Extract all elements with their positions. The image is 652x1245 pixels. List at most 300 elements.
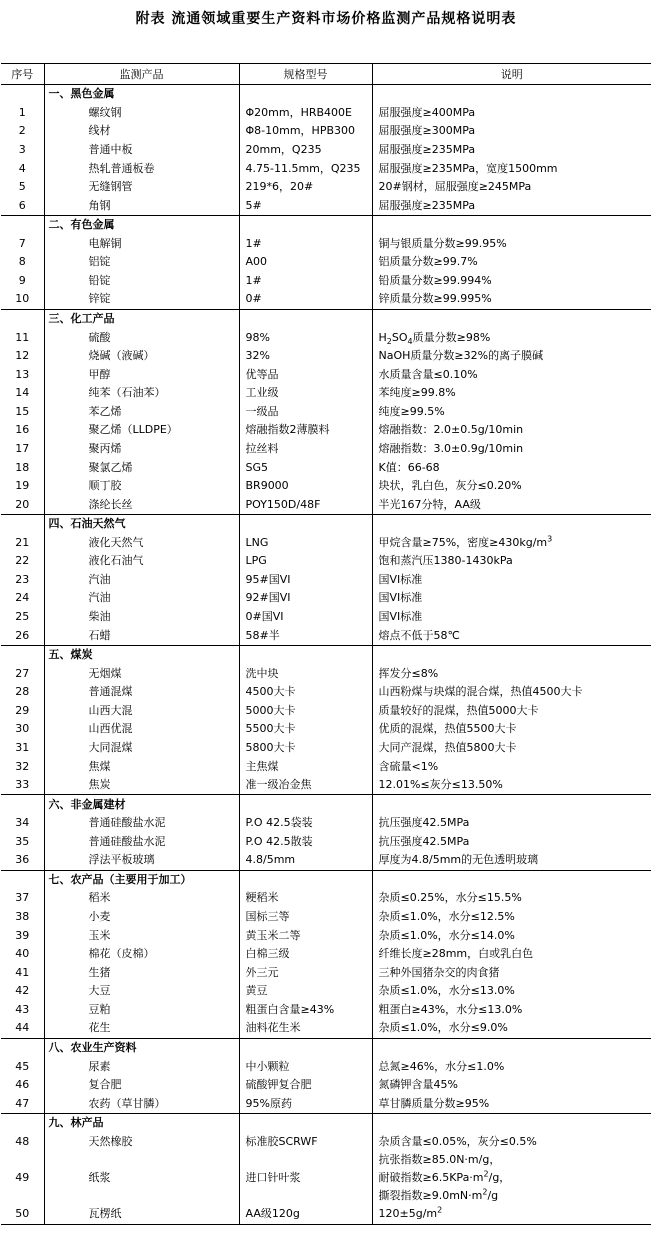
table-row — [1, 776, 651, 795]
product-note: K值：66-68 — [372, 458, 651, 477]
row-number: 20 — [15, 497, 30, 511]
product-note: 屈服强度≥235MPa，宽度1500mm — [372, 159, 651, 178]
table-row — [1, 458, 651, 477]
category-note-cell — [372, 645, 651, 664]
note-part: 3 — [547, 534, 553, 544]
product-spec: 标准胶SCRWF — [239, 1133, 372, 1152]
product-name: 小麦 — [44, 908, 239, 927]
table-row — [1, 552, 651, 571]
row-number: 27 — [15, 666, 30, 680]
product-name: 烧碱（液碱） — [44, 347, 239, 366]
product-spec: 工业级 — [239, 384, 372, 403]
row-number: 46 — [15, 1078, 30, 1092]
product-name: 大豆 — [44, 982, 239, 1001]
product-name: 汽油 — [44, 589, 239, 608]
row-number: 14 — [15, 386, 30, 400]
note-line — [379, 1169, 652, 1187]
table-row — [1, 851, 651, 870]
product-note: 熔点不低于58℃ — [372, 626, 651, 645]
product-spec: 95%原药 — [239, 1094, 372, 1113]
product-spec: 进口针叶浆 — [239, 1151, 372, 1205]
note-part: 120±5g/m — [378, 1207, 438, 1221]
product-note: 屈服强度≥300MPa — [372, 122, 651, 141]
product-spec: 粳稻米 — [239, 889, 372, 908]
product-name: 瓦楞纸 — [44, 1205, 239, 1224]
table-row — [1, 534, 651, 553]
product-note: 屈服强度≥400MPa — [372, 104, 651, 123]
table-row — [1, 889, 651, 908]
category-spec-cell — [239, 85, 372, 104]
table-row — [1, 833, 651, 852]
product-spec: 硫酸钾复合肥 — [239, 1076, 372, 1095]
product-spec: 粗蛋白含量≥43% — [239, 1001, 372, 1020]
product-note: 半光167分特，AA级 — [372, 495, 651, 514]
category-row — [1, 1038, 651, 1057]
table-row — [1, 945, 651, 964]
row-number: 8 — [18, 255, 26, 269]
product-note: 铜与银质量分数≥99.95% — [372, 235, 651, 254]
row-number: 28 — [15, 685, 30, 699]
category-seq-cell — [1, 1113, 44, 1132]
note-part: 2 — [482, 1187, 488, 1197]
table-row — [1, 1151, 651, 1205]
product-spec: 98% — [239, 328, 372, 347]
product-name: 焦炭 — [44, 776, 239, 795]
table-row — [1, 683, 651, 702]
product-note: 纯度≥99.5% — [372, 403, 651, 422]
product-note: 12.01%≤灰分≤13.50% — [372, 776, 651, 795]
product-spec: 熔融指数2薄膜料 — [239, 421, 372, 440]
row-number: 39 — [15, 928, 30, 942]
product-name: 普通硅酸盐水泥 — [44, 814, 239, 833]
product-spec: 5000大卡 — [239, 702, 372, 721]
table-row — [1, 982, 651, 1001]
category-spec-cell — [239, 645, 372, 664]
table-row — [1, 104, 651, 123]
row-number: 3 — [18, 142, 26, 156]
category-spec-cell — [239, 870, 372, 889]
product-name: 硫酸 — [44, 328, 239, 347]
product-name: 焦煤 — [44, 757, 239, 776]
category-title: 二、有色金属 — [44, 215, 239, 234]
product-note: 锌质量分数≥99.995% — [372, 290, 651, 309]
product-spec: P.O 42.5袋装 — [239, 814, 372, 833]
product-name: 电解铜 — [44, 235, 239, 254]
product-note: 苯纯度≥99.8% — [372, 384, 651, 403]
product-spec: 5800大卡 — [239, 739, 372, 758]
product-spec: 5500大卡 — [239, 720, 372, 739]
table-row — [1, 122, 651, 141]
product-spec: 95#国VI — [239, 571, 372, 590]
category-note-cell — [372, 795, 651, 814]
note-part: 抗张指数≥85.0N·m/g， — [378, 1153, 501, 1167]
note-part: SO — [391, 330, 408, 344]
product-name: 聚氯乙烯 — [44, 458, 239, 477]
product-spec: 黄玉米二等 — [239, 926, 372, 945]
note-part: 耐破指数≥6.5KPa·m — [378, 1171, 484, 1185]
product-name: 石蜡 — [44, 626, 239, 645]
note-part: 4 — [407, 336, 413, 346]
table-row — [1, 1133, 651, 1152]
row-number: 29 — [15, 703, 30, 717]
product-spec: 0#国VI — [239, 608, 372, 627]
product-spec: 中小颗粒 — [239, 1057, 372, 1076]
table-row — [1, 926, 651, 945]
product-name: 生猪 — [44, 963, 239, 982]
product-spec: 4500大卡 — [239, 683, 372, 702]
note-part: 2 — [437, 1205, 443, 1215]
category-spec-cell — [239, 1113, 372, 1132]
table-row — [1, 608, 651, 627]
category-seq-cell — [1, 85, 44, 104]
product-spec: 拉丝料 — [239, 440, 372, 459]
product-spec: 4.8/5mm — [239, 851, 372, 870]
table-row — [1, 196, 651, 215]
product-note: 优质的混煤，热值5500大卡 — [372, 720, 651, 739]
product-note: 20#钢材，屈服强度≥245MPa — [372, 178, 651, 197]
note-part: 撕裂指数≥9.0mN·m — [378, 1189, 483, 1203]
product-spec: POY150D/48F — [239, 495, 372, 514]
category-title: 五、煤炭 — [44, 645, 239, 664]
product-spec: BR9000 — [239, 477, 372, 496]
product-note: 草甘膦质量分数≥95% — [372, 1094, 651, 1113]
table-body — [1, 85, 651, 1225]
product-note — [372, 328, 651, 347]
row-number: 37 — [15, 891, 30, 905]
product-note: 国VI标准 — [372, 589, 651, 608]
product-note: 屈服强度≥235MPa — [372, 196, 651, 215]
row-number: 18 — [15, 460, 30, 474]
row-number: 26 — [15, 628, 30, 642]
table-row — [1, 720, 651, 739]
row-number: 21 — [15, 535, 30, 549]
product-note: 厚度为4.8/5mm的无色透明玻璃 — [372, 851, 651, 870]
product-name: 纯苯（石油苯） — [44, 384, 239, 403]
product-name: 螺纹钢 — [44, 104, 239, 123]
table-row — [1, 589, 651, 608]
note-part: 2 — [386, 336, 392, 346]
row-number: 1 — [18, 105, 26, 119]
product-note: 杂质含量≤0.05%，灰分≤0.5% — [372, 1133, 651, 1152]
product-name: 汽油 — [44, 571, 239, 590]
product-note — [372, 534, 651, 553]
product-note: 杂质≤0.25%，水分≤15.5% — [372, 889, 651, 908]
product-note — [372, 1151, 651, 1205]
note-part: 质量分数≥98% — [412, 330, 491, 344]
row-number: 10 — [15, 292, 30, 306]
product-note: 粗蛋白≥43%，水分≤13.0% — [372, 1001, 651, 1020]
product-name: 甲醇 — [44, 365, 239, 384]
category-note-cell — [372, 309, 651, 328]
product-note: 杂质≤1.0%，水分≤9.0% — [372, 1019, 651, 1038]
product-note: 杂质≤1.0%，水分≤12.5% — [372, 908, 651, 927]
row-number: 35 — [15, 834, 30, 848]
category-row — [1, 795, 651, 814]
product-note: 熔融指数：2.0±0.5g/10min — [372, 421, 651, 440]
table-row — [1, 477, 651, 496]
header-note: 说明 — [372, 64, 651, 85]
product-note: 饱和蒸汽压1380-1430kPa — [372, 552, 651, 571]
header-spec: 规格型号 — [239, 64, 372, 85]
product-spec: 0# — [239, 290, 372, 309]
row-number: 12 — [15, 349, 30, 363]
product-name: 尿素 — [44, 1057, 239, 1076]
table-row — [1, 1019, 651, 1038]
product-name: 柴油 — [44, 608, 239, 627]
product-name: 山西大混 — [44, 702, 239, 721]
table-row — [1, 178, 651, 197]
product-name: 聚丙烯 — [44, 440, 239, 459]
product-spec: 5# — [239, 196, 372, 215]
table-row — [1, 626, 651, 645]
product-name: 苯乙烯 — [44, 403, 239, 422]
product-note: 三种外国猪杂交的肉食猪 — [372, 963, 651, 982]
product-name: 液化天然气 — [44, 534, 239, 553]
header-product: 监测产品 — [44, 64, 239, 85]
product-spec: SG5 — [239, 458, 372, 477]
product-name: 花生 — [44, 1019, 239, 1038]
product-spec: 58#半 — [239, 626, 372, 645]
table-row — [1, 814, 651, 833]
product-note: 挥发分≤8% — [372, 664, 651, 683]
product-spec: 219*6，20# — [239, 178, 372, 197]
product-note: 抗压强度42.5MPa — [372, 833, 651, 852]
table-row — [1, 664, 651, 683]
header-seq: 序号 — [1, 64, 44, 85]
product-name: 铝锭 — [44, 253, 239, 272]
row-number: 19 — [15, 479, 30, 493]
product-name: 液化石油气 — [44, 552, 239, 571]
row-number: 47 — [15, 1096, 30, 1110]
row-number: 34 — [15, 816, 30, 830]
category-seq-cell — [1, 514, 44, 533]
row-number: 15 — [15, 404, 30, 418]
table-row — [1, 141, 651, 160]
product-name: 大同混煤 — [44, 739, 239, 758]
table-row — [1, 235, 651, 254]
category-seq-cell — [1, 645, 44, 664]
product-name: 豆粕 — [44, 1001, 239, 1020]
category-note-cell — [372, 870, 651, 889]
note-part: H — [378, 330, 387, 344]
product-name: 纸浆 — [44, 1151, 239, 1205]
product-name: 锌锭 — [44, 290, 239, 309]
category-seq-cell — [1, 870, 44, 889]
row-number: 31 — [15, 740, 30, 754]
row-number: 24 — [15, 591, 30, 605]
product-name: 农药（草甘膦） — [44, 1094, 239, 1113]
product-name: 玉米 — [44, 926, 239, 945]
product-spec: LPG — [239, 552, 372, 571]
product-spec: 一级品 — [239, 403, 372, 422]
product-spec: 黄豆 — [239, 982, 372, 1001]
table-row — [1, 908, 651, 927]
row-number: 44 — [15, 1021, 30, 1035]
product-name: 普通中板 — [44, 141, 239, 160]
product-note: 国VI标准 — [372, 608, 651, 627]
product-spec: P.O 42.5散装 — [239, 833, 372, 852]
note-part: 2 — [483, 1169, 489, 1179]
row-number: 33 — [15, 778, 30, 792]
product-name: 天然橡胶 — [44, 1133, 239, 1152]
category-row — [1, 215, 651, 234]
product-spec: 主焦煤 — [239, 757, 372, 776]
table-row — [1, 963, 651, 982]
table-row — [1, 290, 651, 309]
category-row — [1, 645, 651, 664]
row-number: 42 — [15, 984, 30, 998]
product-note: 块状，乳白色，灰分≤0.20% — [372, 477, 651, 496]
product-spec: AA级120g — [239, 1205, 372, 1224]
row-number: 45 — [15, 1059, 30, 1073]
table-row — [1, 1001, 651, 1020]
table-row — [1, 384, 651, 403]
table-row — [1, 495, 651, 514]
row-number: 50 — [1, 1205, 44, 1224]
row-number: 40 — [15, 947, 30, 961]
product-spec: 油料花生米 — [239, 1019, 372, 1038]
product-note: 国VI标准 — [372, 571, 651, 590]
product-name: 无缝钢管 — [44, 178, 239, 197]
product-name: 普通混煤 — [44, 683, 239, 702]
category-title: 三、化工产品 — [44, 309, 239, 328]
product-note: 铝质量分数≥99.7% — [372, 253, 651, 272]
product-note: 纤维长度≥28mm，白或乳白色 — [372, 945, 651, 964]
product-name: 山西优混 — [44, 720, 239, 739]
table-row — [1, 272, 651, 291]
note-part: /g — [487, 1189, 499, 1203]
category-seq-cell — [1, 1038, 44, 1057]
note-line — [379, 1151, 652, 1169]
row-number: 2 — [18, 124, 26, 138]
product-name: 热轧普通板卷 — [44, 159, 239, 178]
product-name: 棉花（皮棉） — [44, 945, 239, 964]
product-note: 熔融指数：3.0±0.9g/10min — [372, 440, 651, 459]
product-spec: 洗中块 — [239, 664, 372, 683]
product-spec: LNG — [239, 534, 372, 553]
row-number: 17 — [15, 441, 30, 455]
row-number: 48 — [15, 1134, 30, 1148]
category-row — [1, 1113, 651, 1132]
category-seq-cell — [1, 215, 44, 234]
category-spec-cell — [239, 514, 372, 533]
product-spec: 4.75-11.5mm，Q235 — [239, 159, 372, 178]
table-row — [1, 739, 651, 758]
product-note: 杂质≤1.0%，水分≤13.0% — [372, 982, 651, 1001]
product-note: 总氮≥46%，水分≤1.0% — [372, 1057, 651, 1076]
category-spec-cell — [239, 215, 372, 234]
table-row — [1, 347, 651, 366]
product-name: 复合肥 — [44, 1076, 239, 1095]
product-note: 山西粉煤与块煤的混合煤，热值4500大卡 — [372, 683, 651, 702]
table-row — [1, 571, 651, 590]
product-note: 大同产混煤，热值5800大卡 — [372, 739, 651, 758]
row-number: 23 — [15, 572, 30, 586]
product-name: 角钢 — [44, 196, 239, 215]
category-note-cell — [372, 85, 651, 104]
table-row — [1, 1057, 651, 1076]
product-note: 水质量含量≤0.10% — [372, 365, 651, 384]
row-number: 36 — [15, 853, 30, 867]
row-number: 11 — [15, 330, 30, 344]
table-row — [1, 1205, 651, 1224]
table-row — [1, 421, 651, 440]
row-number: 16 — [15, 423, 30, 437]
category-spec-cell — [239, 1038, 372, 1057]
product-note: 氮磷钾含量45% — [372, 1076, 651, 1095]
product-note: 杂质≤1.0%，水分≤14.0% — [372, 926, 651, 945]
category-seq-cell — [1, 795, 44, 814]
product-spec: 国标三等 — [239, 908, 372, 927]
table-row — [1, 159, 651, 178]
product-name: 聚乙烯（LLDPE） — [44, 421, 239, 440]
product-spec: 准一级冶金焦 — [239, 776, 372, 795]
product-note: 屈服强度≥235MPa — [372, 141, 651, 160]
row-number: 30 — [15, 722, 30, 736]
table-row — [1, 1076, 651, 1095]
category-note-cell — [372, 1038, 651, 1057]
category-spec-cell — [239, 309, 372, 328]
product-name: 浮法平板玻璃 — [44, 851, 239, 870]
product-note — [372, 1205, 651, 1224]
table-row — [1, 403, 651, 422]
category-note-cell — [372, 514, 651, 533]
product-name: 顺丁胶 — [44, 477, 239, 496]
row-number: 7 — [18, 236, 26, 250]
category-title: 九、林产品 — [44, 1113, 239, 1132]
product-spec: 1# — [239, 272, 372, 291]
category-spec-cell — [239, 795, 372, 814]
product-note: 抗压强度42.5MPa — [372, 814, 651, 833]
product-note: NaOH质量分数≥32%的离子膜碱 — [372, 347, 651, 366]
row-number: 43 — [15, 1002, 30, 1016]
table-header-row — [1, 64, 651, 85]
row-number: 13 — [15, 367, 30, 381]
product-spec: Φ20mm，HRB400E — [239, 104, 372, 123]
product-name: 铅锭 — [44, 272, 239, 291]
product-name: 涤纶长丝 — [44, 495, 239, 514]
category-note-cell — [372, 215, 651, 234]
category-seq-cell — [1, 309, 44, 328]
product-spec: 外三元 — [239, 963, 372, 982]
table-row — [1, 365, 651, 384]
table-row — [1, 440, 651, 459]
product-note: 质量较好的混煤，热值5000大卡 — [372, 702, 651, 721]
table-row — [1, 1094, 651, 1113]
note-part: /g， — [488, 1171, 511, 1185]
row-number: 25 — [15, 610, 30, 624]
category-note-cell — [372, 1113, 651, 1132]
category-row — [1, 85, 651, 104]
note-part: 甲烷含量≥75%，密度≥430kg/m — [378, 535, 548, 549]
row-number: 49 — [15, 1171, 30, 1185]
row-number: 22 — [15, 554, 30, 568]
table-row — [1, 328, 651, 347]
product-name: 无烟煤 — [44, 664, 239, 683]
page-title: 附表 流通领域重要生产资料市场价格监测产品规格说明表 — [135, 11, 517, 27]
category-title: 七、农产品（主要用于加工） — [44, 870, 239, 889]
table-row — [1, 757, 651, 776]
category-title: 四、石油天然气 — [44, 514, 239, 533]
product-spec: 1# — [239, 235, 372, 254]
category-row — [1, 870, 651, 889]
category-row — [1, 309, 651, 328]
row-number: 41 — [15, 965, 30, 979]
row-number: 6 — [18, 198, 26, 212]
spec-table — [1, 63, 651, 1225]
product-name: 稻米 — [44, 889, 239, 908]
row-number: 32 — [15, 759, 30, 773]
